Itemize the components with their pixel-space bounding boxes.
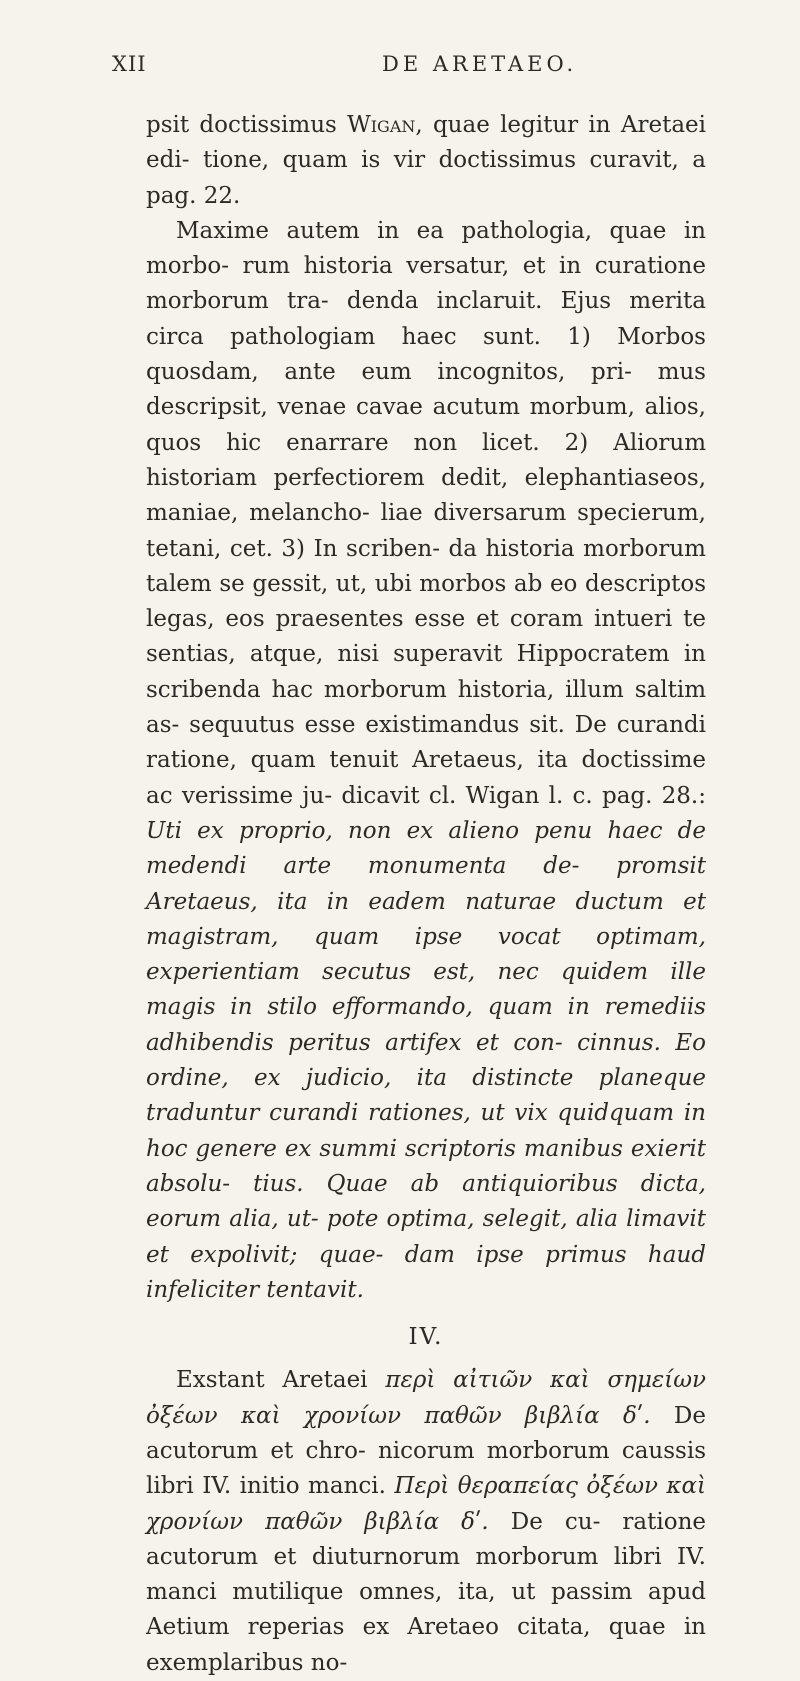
page-number: XII (112, 52, 147, 76)
running-title: DE ARETAEO. (382, 52, 578, 76)
greek-title-2: Περὶ θεραπείας ὀξέων καὶ χρονίων παθῶν βιβλία δʹ. (146, 1473, 707, 1535)
text-run: Maxime autem in ea pathologia, quae in morbo- rum historia versatur, et in curatione morborum tra- denda inclaruit. Ejus merita circa pathologiam haec sunt. 1) Morbos quosdam, ante eum incognitos, pri- mus descripsit, venae cavae acutum morbum, alios, quos hic enarrare non licet. 2) Aliorum historiam perfectiorem dedit, elephantiaseos, maniae, melancho- liae diversarum specierum, tetani, cet. 3) In scriben- da historia morborum talem se gessit, ut, ubi morbos ab eo descriptos legas, eos praesentes esse et coram intueri te sentias, atque, nisi superavit Hippocratem in scribenda hac morborum historia, illum saltim as- sequutus esse existimandus sit. De curandi ratione, quam tenuit Aretaeus, ita doctissime ac verissime ju- dicavit cl. Wigan l. c. pag. 28.: (146, 217, 706, 809)
text-run: Exstant Aretaei (176, 1367, 386, 1394)
paragraph-merits (146, 214, 706, 1308)
text-run: psit doctissimus (146, 112, 348, 138)
greek-title-1: περὶ αἰτιῶν καὶ σημείων ὀξέων καὶ χρονίων παθῶν βιβλία δʹ. (146, 1367, 706, 1429)
text-run: , quae legitur in Aretaei edi- tione, quam is vir doctissimus curavit, a pag. 22. (146, 112, 707, 209)
running-head (112, 52, 712, 82)
paragraph-works (146, 1363, 706, 1681)
quoted-judgement: Uti ex proprio, non ex alieno penu haec de medendi arte monumenta de- promsit Aretaeus, ita in eadem naturae ductum et magistram, quam ipse vocat optimam, experientiam secutus est, nec quidem ille magis in stilo efformando, quam in remediis adhibendis peritus artifex et con- cinnus. Eo ordine, ex judicio, ita distincte planeque traduntur curandi rationes, ut vix quidquam in hoc genere ex summi scriptoris manibus exierit absolu- tius. Quae ab antiquioribus dicta, eorum alia, ut- pote optima, selegit, alia limavit et expolivit; quae- dam ipse primus haud infeliciter tentavit. (146, 817, 706, 1303)
text-run: De cu- ratione acutorum et diuturnorum morborum libri IV. manci mutilique omnes, ita, ut passim apud Aetium reperias ex Aretaeo citata, quae in exemplaribus no- (146, 1508, 706, 1676)
body-text (146, 108, 706, 1681)
paragraph-continuation (146, 108, 706, 214)
section-heading: IV. (408, 1324, 444, 1351)
author-name-wigan: Wigan (347, 112, 416, 138)
text-run: De acutorum et chro- nicorum morborum caussis libri IV. initio manci. (146, 1402, 706, 1500)
